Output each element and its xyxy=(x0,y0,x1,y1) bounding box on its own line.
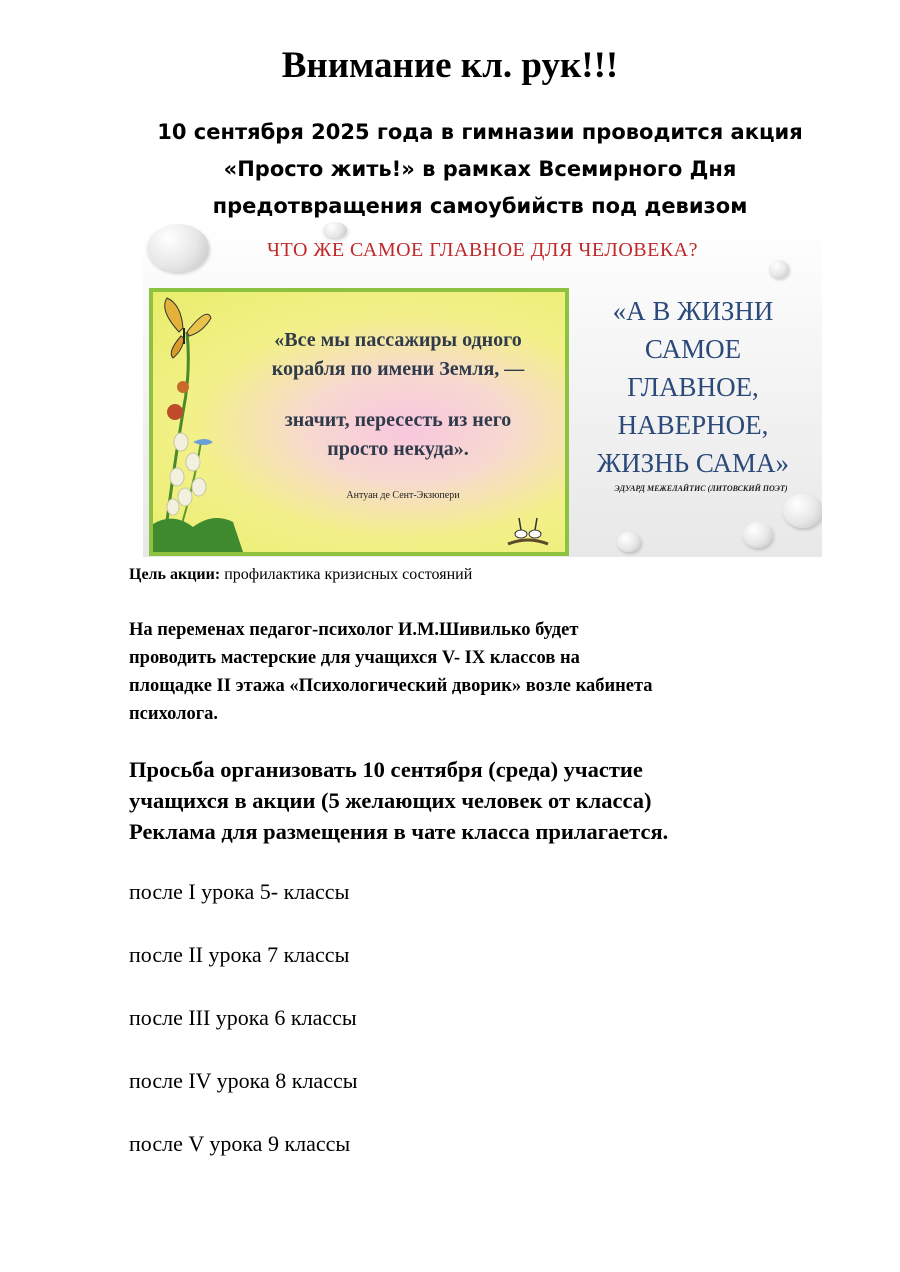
page-title: Внимание кл. рук!!! xyxy=(281,45,619,86)
paragraph-line: учащихся в акции (5 желающих человек от класса) xyxy=(129,788,652,813)
paragraph-line: На переменах педагог-психолог И.М.Шивилько будет xyxy=(129,620,579,640)
water-drop-decoration xyxy=(323,222,347,238)
intro-line: 10 сентября 2025 года в гимназии проводится акция xyxy=(157,120,803,144)
paragraph-line: психолога. xyxy=(129,704,218,724)
schedule-list xyxy=(129,878,358,1193)
water-drop-decoration xyxy=(783,494,822,528)
water-drop-decoration xyxy=(769,260,789,278)
request-paragraph xyxy=(129,754,849,847)
action-banner-image xyxy=(143,222,822,557)
paragraph-line: проводить мастерские для учащихся V- IX классов на xyxy=(129,648,580,668)
schedule-item: после II урока 7 классы xyxy=(129,942,350,967)
paragraph-line: Просьба организовать 10 сентября (среда) участие xyxy=(129,757,643,782)
water-drop-decoration xyxy=(743,522,773,548)
banner-caption: ЧТО ЖЕ САМОЕ ГЛАВНОЕ ДЛЯ ЧЕЛОВЕКА? xyxy=(267,239,698,261)
workshop-paragraph xyxy=(129,616,849,728)
intro-text xyxy=(110,114,850,225)
schedule-item: после III урока 6 классы xyxy=(129,1005,357,1030)
paragraph-line: Реклама для размещения в чате класса прилагается. xyxy=(129,819,669,844)
quote-line: значит, пересесть из него xyxy=(284,409,512,431)
goal-label: Цель акции: xyxy=(129,566,221,583)
goal-text: профилактика кризисных состояний xyxy=(220,566,473,583)
paragraph-line: площадке II этажа «Психологический дворик» возле кабинета xyxy=(129,676,653,696)
water-drop-decoration xyxy=(617,532,641,552)
right-quote-line: САМОЕ xyxy=(644,334,742,364)
mezhelaitis-quote xyxy=(575,292,811,482)
schedule-item: после V урока 9 классы xyxy=(129,1131,351,1156)
intro-line: предотвращения самоубийств под девизом xyxy=(212,194,748,218)
schedule-item: после I урока 5- классы xyxy=(129,879,350,904)
quote-panel xyxy=(149,288,569,556)
quote-line: «Все мы пассажиры одного xyxy=(274,329,522,351)
goal-line xyxy=(129,566,472,584)
quote-author: Антуан де Сент-Экзюпери xyxy=(346,490,460,501)
right-quote-line: ЖИЗНЬ САМА» xyxy=(596,448,790,478)
right-quote-line: ГЛАВНОЕ, xyxy=(627,372,759,402)
schedule-item: после IV урока 8 классы xyxy=(129,1068,358,1093)
flowers-butterfly-illustration xyxy=(153,292,243,552)
quote-line: корабля по имени Земля, — xyxy=(271,358,525,380)
quote-line: просто некуда». xyxy=(327,438,469,460)
right-quote-author: ЭДУАРД МЕЖЕЛАЙТИС (ЛИТОВСКИЙ ПОЭТ) xyxy=(614,484,788,493)
exupery-quote xyxy=(233,326,563,464)
storks-illustration xyxy=(503,510,553,550)
right-quote-line: «А В ЖИЗНИ xyxy=(612,296,774,326)
intro-line: «Просто жить!» в рамках Всемирного Дня xyxy=(223,157,737,181)
right-quote-line: НАВЕРНОЕ, xyxy=(617,410,769,440)
